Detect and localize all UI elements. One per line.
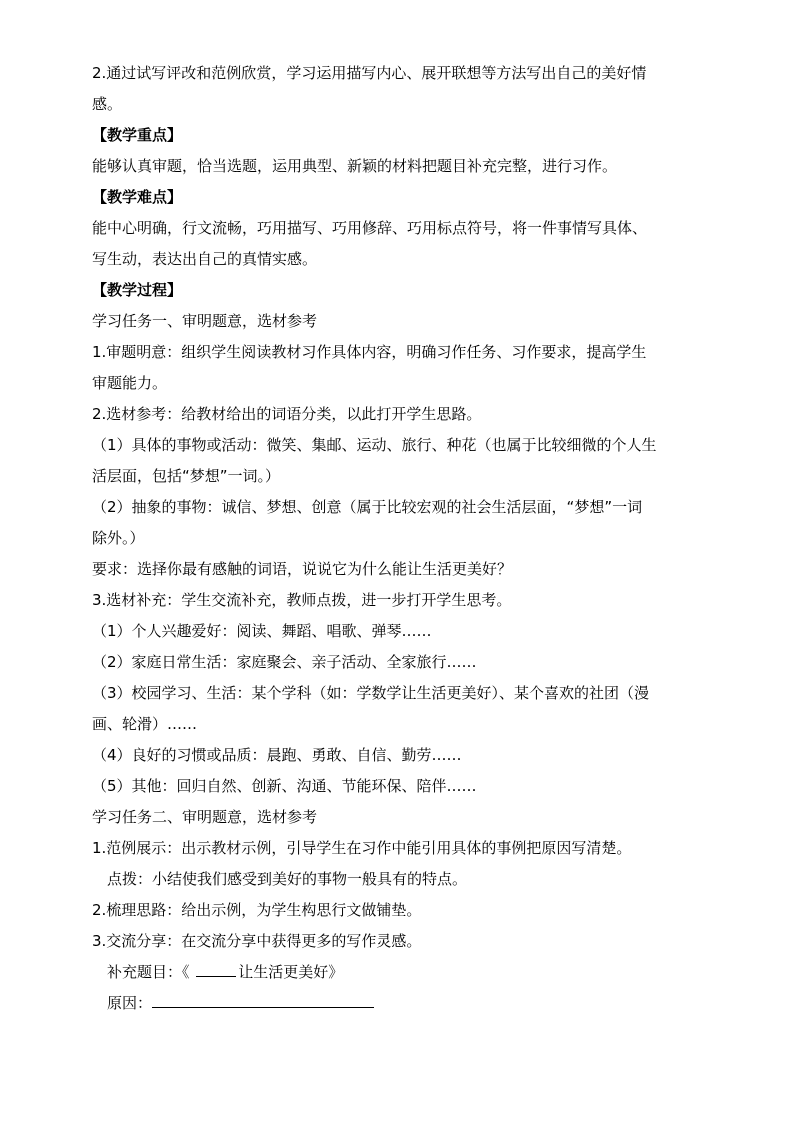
text-line: 能够认真审题，恰当选题，运用典型、新颖的材料把题目补充完整，进行习作。 — [92, 157, 618, 175]
text-line: 学习任务一、审明题意，选材参考 — [92, 312, 318, 330]
document-page — [92, 58, 712, 1019]
fill-reason-label: 原因： — [107, 994, 153, 1012]
text-line: 3.选材补充：学生交流补充，教师点拨，进一步打开学生思考。 — [92, 591, 512, 609]
fill-reason-line — [92, 988, 712, 1019]
text-line: 除外。） — [92, 529, 145, 547]
fill-title-prefix: 补充题目：《 — [107, 963, 195, 981]
text-line: 1.范例展示：出示教材示例，引导学生在习作中能引用具体的事例把原因写清楚。 — [92, 839, 632, 857]
fill-title-suffix: 让生活更美好》 — [238, 963, 344, 981]
section-heading: 【教学过程】 — [92, 281, 183, 299]
text-line: 写生动，表达出自己的真情实感。 — [92, 250, 318, 268]
text-line: 画、轮滑）…… — [92, 715, 198, 733]
fill-reason-blank[interactable] — [152, 991, 374, 1008]
text-line: （2）抽象的事物：诚信、梦想、创意（属于比较宏观的社会生活层面，“梦想”一词 — [92, 498, 643, 516]
text-line: 要求：选择你最有感触的词语，说说它为什么能让生活更美好？ — [92, 560, 513, 578]
text-line: （3）校园学习、生活：某个学科（如：学数学让生活更美好）、某个喜欢的社团（漫 — [92, 684, 650, 702]
section-heading: 【教学重点】 — [92, 126, 183, 144]
text-line: 活层面，包括“梦想”一词。） — [92, 467, 281, 485]
text-line: （4）良好的习惯或品质：晨跑、勇敢、自信、勤劳…… — [92, 746, 462, 764]
section-heading: 【教学难点】 — [92, 188, 183, 206]
text-line: 感。 — [92, 95, 123, 113]
text-line: 2.选材参考：给教材给出的词语分类，以此打开学生思路。 — [92, 405, 482, 423]
text-line: （1）个人兴趣爱好：阅读、舞蹈、唱歌、弹琴…… — [92, 622, 432, 640]
text-line: 2.通过试写评改和范例欣赏，学习运用描写内心、展开联想等方法写出自己的美好情 — [92, 64, 647, 82]
text-line: 3.交流分享：在交流分享中获得更多的写作灵感。 — [92, 932, 422, 950]
text-line: （1）具体的事物或活动：微笑、集邮、运动、旅行、种花（也属于比较细微的个人生 — [92, 436, 657, 454]
text-line: 审题能力。 — [92, 374, 168, 392]
text-line: 点拨：小结使我们感受到美好的事物一般具有的特点。 — [107, 870, 468, 888]
document-body — [92, 58, 712, 957]
text-line: （5）其他：回归自然、创新、沟通、节能环保、陪伴…… — [92, 777, 477, 795]
fill-title-line — [92, 957, 712, 988]
text-line: 能中心明确，行文流畅，巧用描写、巧用修辞、巧用标点符号，将一件事情写具体、 — [92, 219, 648, 237]
fill-title-blank[interactable] — [196, 962, 236, 977]
text-line: 2.梳理思路：给出示例，为学生构思行文做铺垫。 — [92, 901, 422, 919]
text-line: （2）家庭日常生活：家庭聚会、亲子活动、全家旅行…… — [92, 653, 477, 671]
text-line: 学习任务二、审明题意，选材参考 — [92, 808, 318, 826]
text-line: 1.审题明意：组织学生阅读教材习作具体内容，明确习作任务、习作要求，提高学生 — [92, 343, 647, 361]
